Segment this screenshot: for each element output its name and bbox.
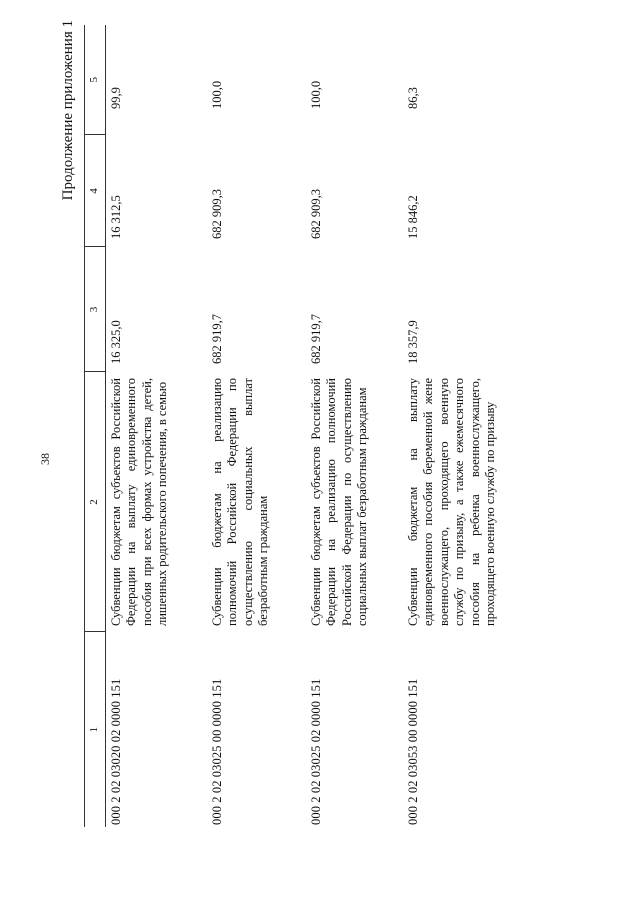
- executed-amount-cell: 682 909,3: [209, 189, 224, 239]
- description-cell: Субвенции бюджетам на реализацию полномочий Российской Федерации по осуществлению социальных выплат безработным гражданам: [209, 378, 270, 626]
- table-row: [306, 25, 403, 827]
- budget-table: [84, 25, 532, 827]
- column-number-3: 3: [85, 247, 106, 372]
- table-header: [85, 25, 106, 827]
- description-cell: Субвенции бюджетам субъектов Российской Федерации на реализацию полномочий Российской Федерации по осуществлению социальных выплат безработным гражданам: [308, 378, 369, 626]
- executed-amount-cell: 15 846,2: [405, 195, 420, 239]
- table-row: [207, 25, 306, 827]
- description-cell: Субвенции бюджетам субъектов Российской Федерации на выплату единовременного пособия при всех формах устройства детей, лишенных родительского попечения, в семью: [108, 378, 169, 626]
- percent-cell: 100,0: [308, 80, 323, 109]
- planned-amount-cell: 18 357,9: [405, 320, 420, 364]
- planned-amount-cell: 682 919,7: [308, 314, 323, 364]
- budget-code-cell: 000 2 02 03025 02 0000 151: [308, 678, 323, 825]
- column-number-5: 5: [85, 25, 106, 135]
- column-number-2: 2: [85, 372, 106, 632]
- executed-amount-cell: 16 312,5: [108, 195, 123, 239]
- table-row: [403, 25, 532, 827]
- budget-code-cell: 000 2 02 03053 00 0000 151: [405, 678, 420, 825]
- appendix-continuation-note: Продолжение приложения 1: [60, 20, 76, 201]
- column-number-1: 1: [85, 632, 106, 827]
- page-number: 38: [38, 453, 52, 465]
- planned-amount-cell: 16 325,0: [108, 320, 123, 364]
- column-number-4: 4: [85, 135, 106, 247]
- budget-code-cell: 000 2 02 03025 00 0000 151: [209, 678, 224, 825]
- planned-amount-cell: 682 919,7: [209, 314, 224, 364]
- table-row: [105, 25, 207, 827]
- percent-cell: 100,0: [209, 80, 224, 109]
- budget-code-cell: 000 2 02 03020 02 0000 151: [108, 678, 123, 825]
- description-cell: Субвенции бюджетам на выплату единовременного пособия беременной жене военнослужащего, проходящего военную службу по призыву, а также ежемесячного пособия на ребенка военнослужащего, проходящего военную службу по призыву: [405, 378, 497, 626]
- percent-cell: 86,3: [405, 87, 420, 109]
- executed-amount-cell: 682 909,3: [308, 189, 323, 239]
- percent-cell: 99,9: [108, 87, 123, 109]
